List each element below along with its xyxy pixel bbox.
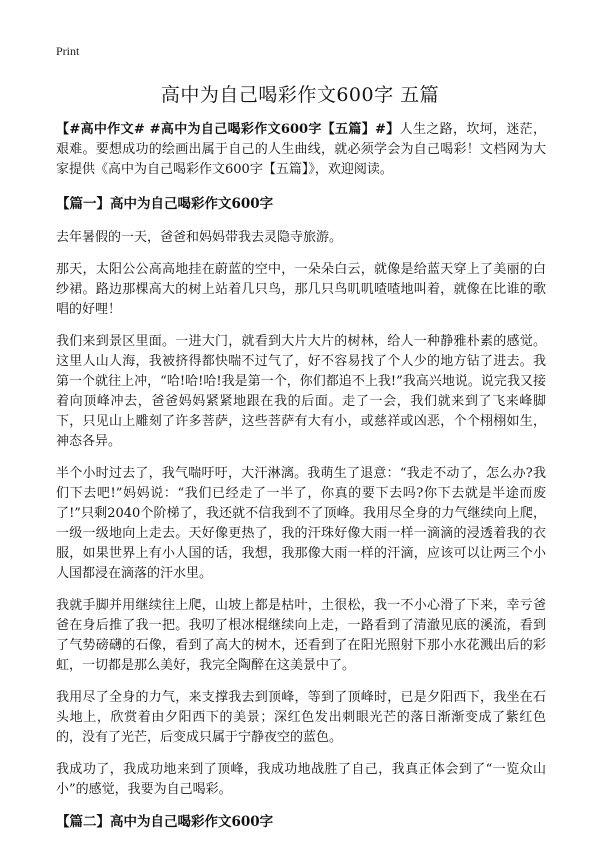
paragraph: 我成功了，我成功地来到了顶峰，我成功地战胜了自己，我真正体会到了“一览众山小”的感觉，我要为自己喝彩。 bbox=[56, 762, 546, 797]
section-heading-2: 【篇二】高中为自己喝彩作文600字 bbox=[56, 814, 274, 830]
document-title: 高中为自己喝彩作文600字 五篇 bbox=[160, 84, 440, 106]
paragraph: 半个小时过去了，我气喘吁吁，大汗淋漓。我萌生了退意：“我走不动了，怎么办?我们下去吧!”妈妈说：“我们已经走了一半了，你真的要下去吗?你下去就是半途而废了!”只剩2040个阶梯了，我还就不信我到不了顶峰。我用尽全身的力气继续向上爬，一级一级地向上走去。天好像更热了，我的汗珠好像大雨一样一滴滴的浸透着我的衣服，如果世界上有小人国的话，我想，我那像大雨一样的汗滴，应该可以让两三个小人国都浸在滴落的汗水里。 bbox=[56, 466, 546, 581]
paragraph: 我就手脚并用继续往上爬，山坡上都是枯叶，土很松，我一不小心滑了下来，幸亏爸爸在身后推了我一把。我叨了根冰棍继续向上走，一路看到了清澈见底的溪流，看到了气势磅礴的石像，看到了高大的树木，还看到了在阳光照射下那小水花溅出后的彩虹，一切都是那么美好，我完全陶醉在这美景中了。 bbox=[56, 598, 546, 673]
paragraph: 去年暑假的一天，爸爸和妈妈带我去灵隐寺旅游。 bbox=[56, 230, 343, 245]
paragraph: 我们来到景区里面。一进大门，就看到大片大片的树林，给人一种静雅朴素的感觉。这里人山人海，我被挤得都快喘不过气了，好不容易找了个人少的地方钻了进去。我第一个就往上冲，“哈!哈!哈!我是第一个，你们都追不上我!”我高兴地说。说完我又接着向顶峰冲去，爸爸妈妈紧紧地跟在我的后面。走了一会，我们就来到了飞来峰脚下，只见山上雕刻了许多菩萨，这些菩萨有大有小，或慈祥或凶恶，个个栩栩如生，神态各异。 bbox=[56, 334, 546, 449]
intro-lead: 【#高中作文# #高中为自己喝彩作文600字【五篇】#】 bbox=[56, 122, 400, 137]
document-body bbox=[56, 120, 546, 846]
print-link[interactable]: Print bbox=[56, 44, 80, 58]
paragraph: 那天，太阳公公高高地挂在蔚蓝的空中，一朵朵白云，就像是给蓝天穿上了美丽的白纱裙。路边那棵高大的树上站着几只鸟，那几只鸟叽叽喳喳地叫着，就像在比谁的歌唱的好哩！ bbox=[56, 262, 546, 317]
paragraph: 我用尽了全身的力气，来支撑我去到顶峰，等到了顶峰时，已是夕阳西下，我坐在石头地上，欣赏着由夕阳西下的美景；深红色发出刺眼光芒的落日渐渐变成了紫红色的，没有了光芒，后变成只属于宁静夜空的蓝色。 bbox=[56, 690, 546, 745]
intro-text: 人生之路，坎坷，迷茫，艰难。要想成功的绘画出属于自己的人生曲线，就必须学会为自己喝彩！文档网为大家提供《高中为自己喝彩作文600字【五篇】》，欢迎阅读。 bbox=[56, 122, 546, 177]
section-heading-1: 【篇一】高中为自己喝彩作文600字 bbox=[56, 196, 274, 212]
intro-paragraph bbox=[56, 120, 546, 180]
